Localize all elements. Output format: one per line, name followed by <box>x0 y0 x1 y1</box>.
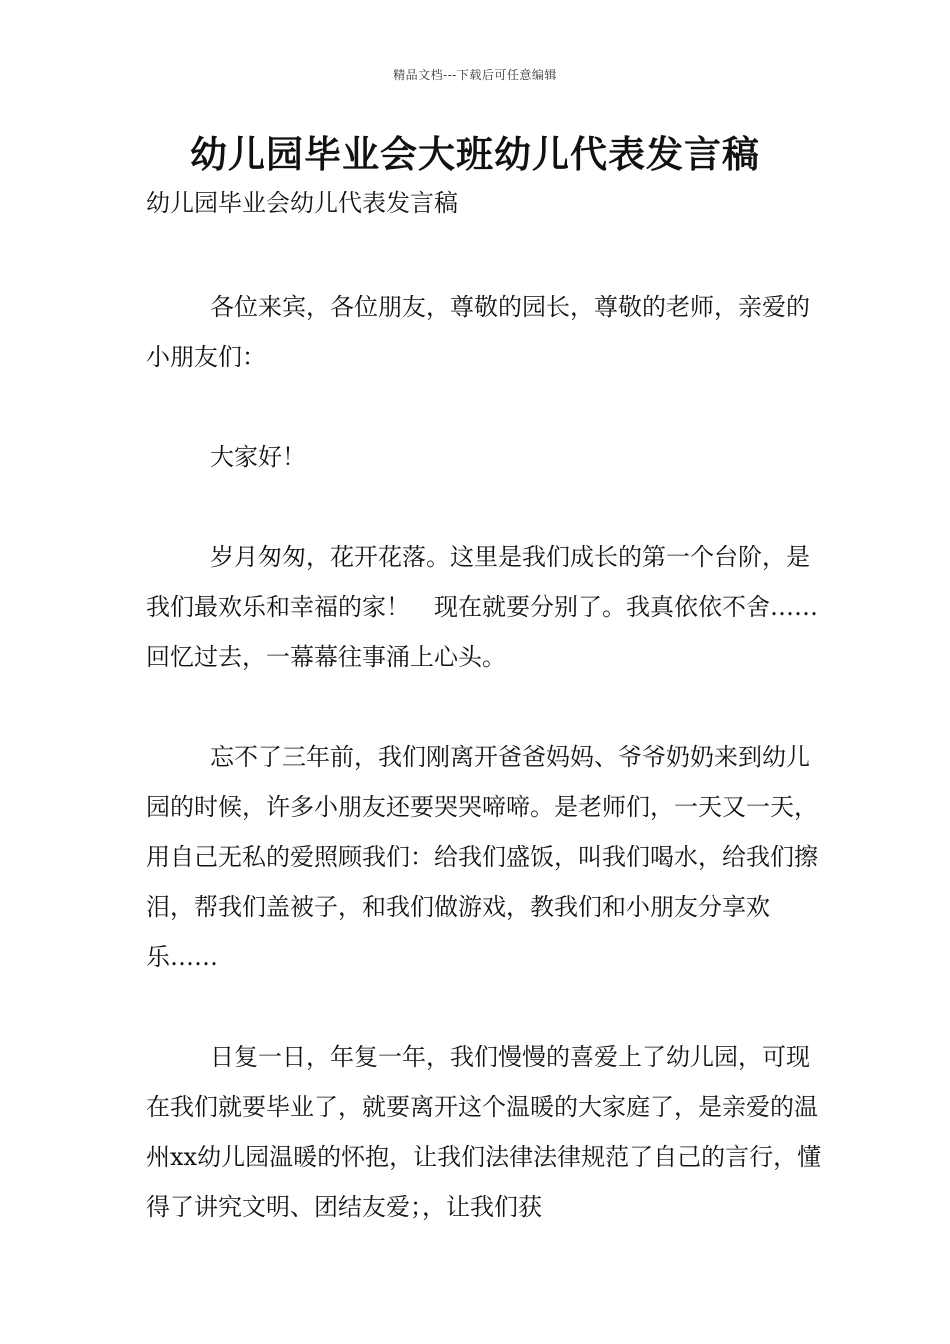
paragraph-greeting: 各位来宾，各位朋友，尊敬的园长，尊敬的老师，亲爱的小朋友们： <box>146 293 810 371</box>
paragraph-memory: 忘不了三年前，我们刚离开爸爸妈妈、爷爷奶奶来到幼儿园的时候，许多小朋友还要哭哭啼啼。是老师们，一天又一天，用自己无私的爱照顾我们：给我们盛饭，叫我们喝水，给我们擦泪，帮我们盖被子，和我们做游戏，教我们和小朋友分享欢乐…… <box>146 743 818 971</box>
document-body <box>146 282 826 1232</box>
document-title: 幼儿园毕业会大班幼儿代表发言稿 <box>190 132 760 176</box>
paragraph-time: 岁月匆匆，花开花落。这里是我们成长的第一个台阶，是我们最欢乐和幸福的家！ 现在就要分别了。我真依依不舍……回忆过去，一幕幕往事涌上心头。 <box>146 543 818 671</box>
document-subtitle: 幼儿园毕业会幼儿代表发言稿 <box>146 189 458 217</box>
paragraph-farewell: 日复一日，年复一年，我们慢慢的喜爱上了幼儿园，可现在我们就要毕业了，就要离开这个温暖的大家庭了，是亲爱的温州xx幼儿园温暖的怀抱，让我们法律法律规范了自己的言行，懂得了讲究文明、团结友爱；，让我们获 <box>146 1043 822 1221</box>
paragraph-hello: 大家好！ <box>210 443 306 471</box>
header-note: 精品文档---下载后可任意编辑 <box>393 68 557 82</box>
